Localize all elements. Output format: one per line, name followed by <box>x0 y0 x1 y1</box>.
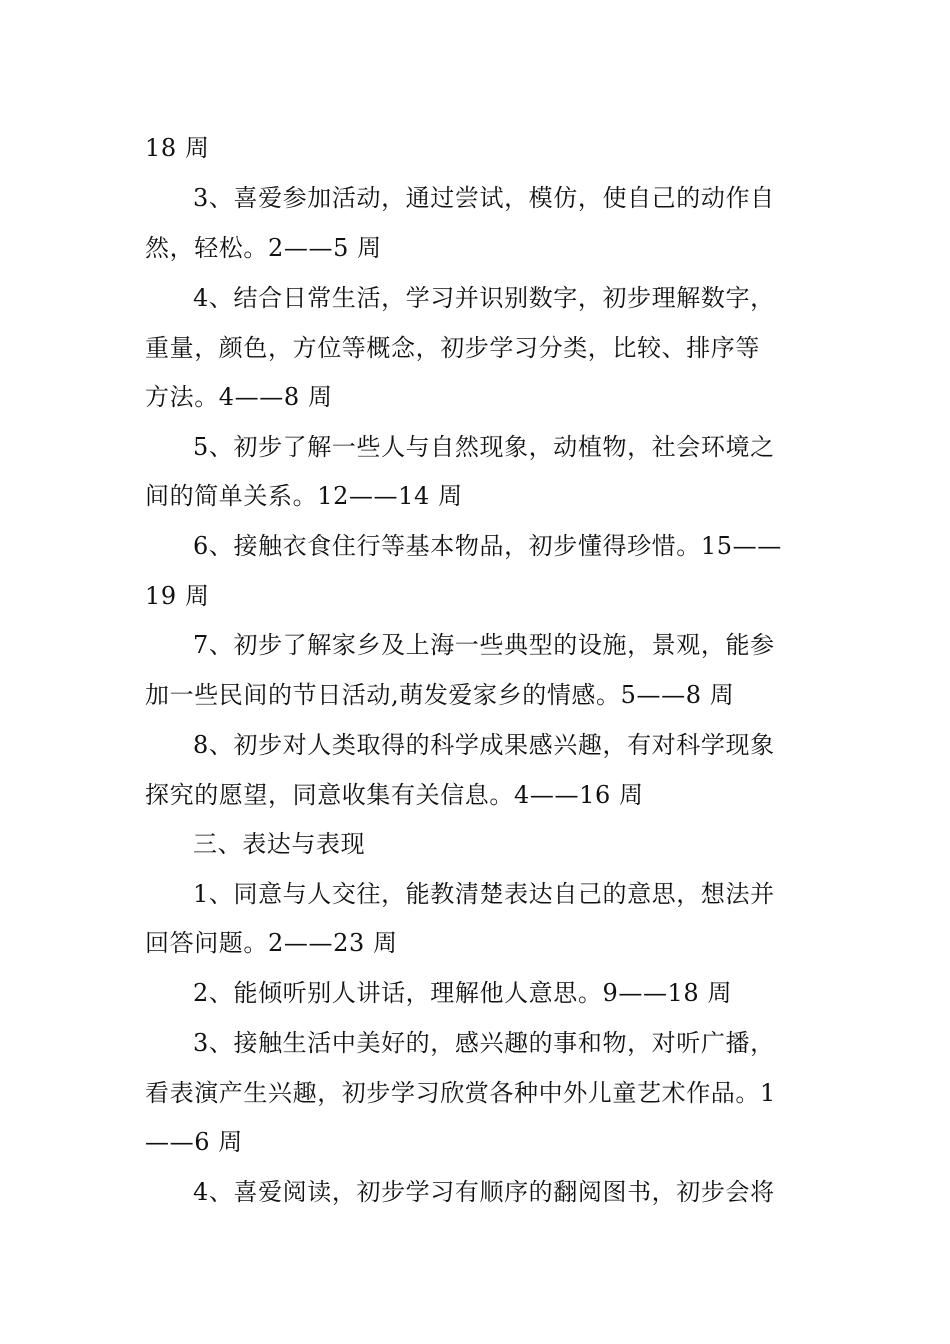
text-line: 18 周 <box>145 134 210 162</box>
text-line: 方法。4——8 周 <box>145 383 333 411</box>
text-line: 8、初步对人类取得的科学成果感兴趣，有对科学现象 <box>193 731 775 759</box>
text-line: 3、接触生活中美好的，感兴趣的事和物，对听广播， <box>193 1029 775 1057</box>
text-line: 间的简单关系。12——14 周 <box>145 482 463 510</box>
text-line: 1、同意与人交往，能教清楚表达自己的意思，想法并 <box>193 880 775 908</box>
text-line: 19 周 <box>145 582 210 610</box>
text-line: 4、喜爱阅读，初步学习有顺序的翻阅图书，初步会将 <box>193 1178 775 1206</box>
text-line: 然，轻松。2——5 周 <box>145 234 382 262</box>
text-line: 3、喜爱参加活动，通过尝试，模仿，使自己的动作自 <box>193 184 775 212</box>
text-line: 探究的愿望，同意收集有关信息。4——16 周 <box>145 781 644 809</box>
text-line: 7、初步了解家乡及上海一些典型的设施，景观，能参 <box>193 631 775 659</box>
text-line: 2、能倾听别人讲话，理解他人意思。9——18 周 <box>193 979 733 1007</box>
text-line: 看表演产生兴趣，初步学习欣赏各种中外儿童艺术作品。1 <box>145 1079 776 1107</box>
text-line: 4、结合日常生活，学习并识别数字，初步理解数字， <box>193 284 775 312</box>
text-line: 重量，颜色，方位等概念，初步学习分类，比较、排序等 <box>145 334 760 362</box>
text-line: ——6 周 <box>145 1128 243 1156</box>
text-line: 回答问题。2——23 周 <box>145 929 398 957</box>
text-line: 加一些民间的节日活动,萌发爱家乡的情感。5——8 周 <box>145 681 735 709</box>
section-heading: 三、表达与表现 <box>193 830 366 858</box>
text-line: 6、接触衣食住行等基本物品，初步懂得珍惜。15—— <box>193 532 782 560</box>
text-line: 5、初步了解一些人与自然现象，动植物，社会环境之 <box>193 433 775 461</box>
